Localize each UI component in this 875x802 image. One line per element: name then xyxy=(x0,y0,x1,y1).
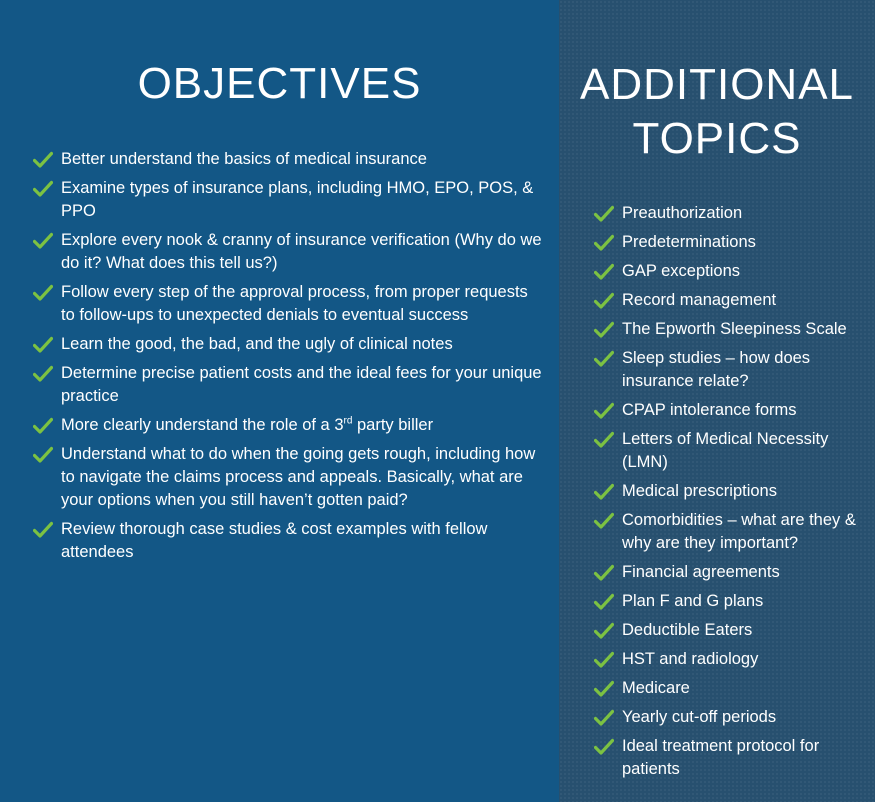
ordinal-suffix: rd xyxy=(343,415,353,427)
objective-text xyxy=(61,414,433,437)
objective-item xyxy=(33,333,543,356)
checkmark-icon xyxy=(594,622,614,640)
title-line-2: TOPICS xyxy=(632,114,802,163)
objective-item xyxy=(33,414,543,437)
objective-text: Follow every step of the approval process, from proper requests to follow-ups to unexpected denials to eventual success xyxy=(61,283,528,324)
objective-text: Explore every nook & cranny of insurance verification (Why do we do it? What does this tell us?) xyxy=(61,231,542,272)
objective-text-after: party biller xyxy=(352,416,434,434)
topic-text: HST and radiology xyxy=(622,650,759,668)
additional-topics-title xyxy=(559,58,875,166)
objective-text: Examine types of insurance plans, including HMO, EPO, POS, & PPO xyxy=(61,179,534,220)
topic-item xyxy=(594,509,866,555)
checkmark-icon xyxy=(594,483,614,501)
checkmark-icon xyxy=(594,564,614,582)
topic-text: Plan F and G plans xyxy=(622,592,764,610)
checkmark-icon xyxy=(594,321,614,339)
checkmark-icon xyxy=(33,446,53,464)
checkmark-icon xyxy=(33,180,53,198)
checkmark-icon xyxy=(594,709,614,727)
objective-item xyxy=(33,148,543,171)
objective-text: Review thorough case studies & cost examples with fellow attendees xyxy=(61,520,488,561)
objective-item xyxy=(33,281,543,327)
checkmark-icon xyxy=(594,738,614,756)
topic-item xyxy=(594,706,866,729)
topic-text: Letters of Medical Necessity (LMN) xyxy=(622,430,829,471)
objective-text: Better understand the basics of medical insurance xyxy=(61,150,427,168)
topic-text: Financial agreements xyxy=(622,563,780,581)
checkmark-icon xyxy=(594,205,614,223)
topic-text: Preauthorization xyxy=(622,204,743,222)
checkmark-icon xyxy=(33,151,53,169)
checkmark-icon xyxy=(594,593,614,611)
objective-item xyxy=(33,362,543,408)
objective-text: Determine precise patient costs and the ideal fees for your unique practice xyxy=(61,364,542,405)
additional-topics-panel xyxy=(559,0,875,802)
title-line-1: ADDITIONAL xyxy=(579,60,855,109)
checkmark-icon xyxy=(33,336,53,354)
topic-item xyxy=(594,231,866,254)
objective-text-before: More clearly understand the role of a 3 xyxy=(61,416,344,434)
checkmark-icon xyxy=(594,431,614,449)
topic-text: Ideal treatment protocol for patients xyxy=(622,737,820,778)
topic-item xyxy=(594,590,866,613)
topic-text: Comorbidities – what are they & why are they important? xyxy=(622,511,856,552)
checkmark-icon xyxy=(594,350,614,368)
checkmark-icon xyxy=(594,512,614,530)
checkmark-icon xyxy=(33,365,53,383)
checkmark-icon xyxy=(33,417,53,435)
topic-item xyxy=(594,260,866,283)
topic-text: Medicare xyxy=(622,679,690,697)
topic-item xyxy=(594,619,866,642)
topic-item xyxy=(594,480,866,503)
checkmark-icon xyxy=(594,402,614,420)
topics-list xyxy=(594,202,866,787)
topic-item xyxy=(594,677,866,700)
topic-text: Predeterminations xyxy=(622,233,756,251)
topic-item xyxy=(594,318,866,341)
checkmark-icon xyxy=(594,234,614,252)
objective-item xyxy=(33,177,543,223)
objective-text: Understand what to do when the going gets rough, including how to navigate the claims process and appeals. Basically, what are your options when you still haven’t gotten paid? xyxy=(61,445,536,509)
topic-item xyxy=(594,735,866,781)
topic-text: GAP exceptions xyxy=(622,262,741,280)
topic-item xyxy=(594,399,866,422)
topic-item xyxy=(594,428,866,474)
topic-text: Deductible Eaters xyxy=(622,621,753,639)
checkmark-icon xyxy=(33,232,53,250)
topic-item xyxy=(594,347,866,393)
objective-item xyxy=(33,518,543,564)
objectives-title: OBJECTIVES xyxy=(137,59,422,108)
objective-item xyxy=(33,443,543,512)
topic-text: Yearly cut-off periods xyxy=(622,708,777,726)
checkmark-icon xyxy=(594,680,614,698)
topic-item xyxy=(594,648,866,671)
topic-item xyxy=(594,289,866,312)
topic-text: Sleep studies – how does insurance relate? xyxy=(622,349,811,390)
checkmark-icon xyxy=(33,284,53,302)
topic-item xyxy=(594,202,866,225)
topic-text: CPAP intolerance forms xyxy=(622,401,797,419)
checkmark-icon xyxy=(594,292,614,310)
topic-text: Medical prescriptions xyxy=(622,482,777,500)
objective-text: Learn the good, the bad, and the ugly of clinical notes xyxy=(61,335,453,353)
topic-text: Record management xyxy=(622,291,777,309)
objectives-list xyxy=(33,148,543,570)
checkmark-icon xyxy=(594,651,614,669)
topic-text: The Epworth Sleepiness Scale xyxy=(622,320,847,338)
objective-item xyxy=(33,229,543,275)
topic-item xyxy=(594,561,866,584)
checkmark-icon xyxy=(33,521,53,539)
checkmark-icon xyxy=(594,263,614,281)
